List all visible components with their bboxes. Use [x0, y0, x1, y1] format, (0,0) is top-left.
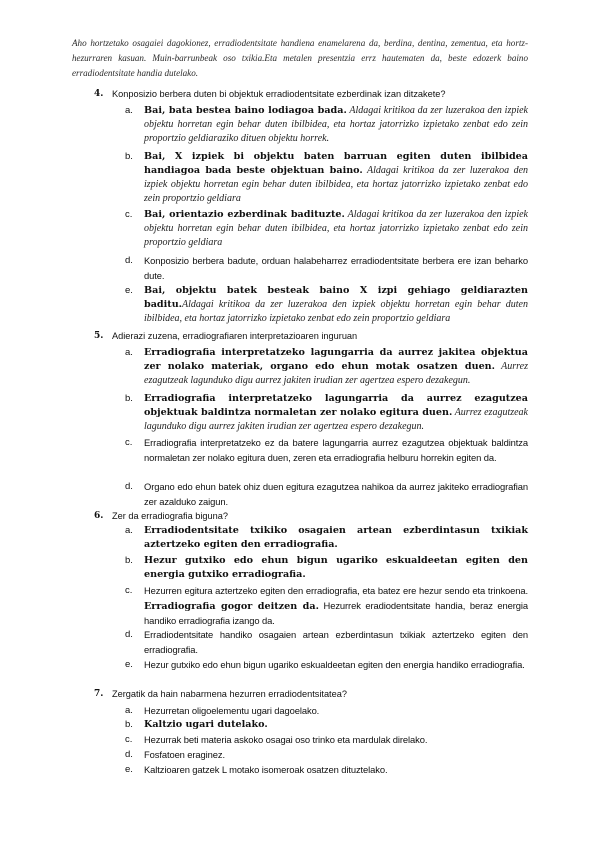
option-6a: [125, 524, 528, 552]
option-letter: c.: [125, 437, 133, 448]
question-text: Zergatik da hain nabarmena hezurren erradiodentsitatea?: [112, 689, 347, 699]
option-5a: [125, 346, 529, 388]
question-7: [94, 688, 534, 701]
option-4a: [125, 104, 528, 146]
question-text: Konposizio berbera duten bi objektuk erradiodentsitate ezberdinak izan ditzakete?: [112, 89, 446, 99]
option-letter: d.: [125, 255, 133, 266]
option-bold-text: Erradiografia interpretatzeko lagungarria da aurrez jakitea objektua zer nolako materiak, organo edo ehun motak osatzen duen.: [144, 347, 528, 372]
option-bold-text: Bai, bata bestea baino lodiagoa bada.: [144, 105, 347, 116]
question-number: 4.: [94, 89, 104, 99]
intro-paragraph: Aho hortzetako osagaiei dagokionez, erradiodentsitate handiena enamelarena da, berdina, dentina, zementua, eta hortz-hezurraren kasuan. Muin-barrunbeak oso txikia.Eta metalen presentzia errz hautematen da, beste edozerk baino erradiodentsitate handia dutelako.: [72, 38, 528, 78]
option-text: Erradiodentsitate handiko osagaien artean ezberdintasun txikiak aztertzeko egiten den erradiografia.: [144, 629, 528, 655]
option-bold-text: Hezur gutxiko edo ehun bigun ugariko eskualdeetan egiten den energia gutxiko erradiografia.: [144, 555, 528, 580]
option-explanation: Aurrez ezagutzeak lagunduko digu aurrez jakiten irudian zer agertzea espero dezakegun.: [144, 361, 529, 386]
option-6e: [125, 658, 528, 673]
option-letter: b.: [125, 719, 133, 730]
option-4b: [125, 150, 529, 206]
option-letter: b.: [125, 555, 133, 566]
option-7d: [125, 748, 528, 763]
option-explanation: Aurrez ezagutzeak lagunduko digu aurrez jakiten irudian zer agertzea espero dezakegun.: [144, 407, 528, 432]
option-explanation: Aldagai kritikoa da zer luzerakoa den izpiek objektu horretan egin behar duten ibilbidea, eta hortaz jatorrizko izpietako zenbat edo zein proportzio geldiaraziko dituen objektu horrek.: [144, 105, 528, 144]
option-text: Hezurrek eradiodentsitate handia, beraz energia handiko erradiografia izango da.: [144, 600, 529, 626]
question-text: Zer da erradiografia biguna?: [112, 511, 228, 521]
option-5d: [125, 480, 528, 510]
option-bold-text: Kaltzio ugari dutelako.: [144, 719, 268, 730]
option-bold-text: Bai, objektu batek besteak baino X izpi gehiago geldiarazten baditu.: [144, 285, 528, 310]
option-text: Fosfatoen eraginez.: [144, 749, 225, 760]
option-6c: [125, 584, 529, 629]
option-explanation: Aldagai kritikoa da zer luzerakoa den izpiek objektu horretan egin behar duten ibilbidea, eta hortaz jatorrizko izpietako zenbat edo zein proportzio geldiara: [144, 299, 528, 324]
option-4c: [125, 208, 528, 250]
option-bold-text: Erradiografia gogor deitzen da.: [144, 601, 319, 612]
option-4d: [125, 254, 528, 284]
option-letter: a.: [125, 347, 133, 358]
option-6b: [125, 554, 528, 582]
option-letter: d.: [125, 481, 133, 492]
question-number: 6.: [94, 511, 104, 521]
option-explanation: Aldagai kritikoa da zer luzerakoa den izpiek objektu horretan egin behar duten ibilbidea, eta hortaz jatorrizko izpietako zenbat edo zein proportzio geldiara: [144, 165, 529, 204]
option-letter: e.: [125, 659, 133, 670]
option-bold-text: Erradiodentsitate txikiko osagaien artean ezberdintasun txikiak aztertzeko egiten den erradiografia.: [144, 525, 528, 550]
option-6d: [125, 628, 528, 658]
option-letter: b.: [125, 151, 133, 162]
option-5b: [125, 392, 528, 434]
question-6: [94, 510, 534, 523]
option-letter: a.: [125, 705, 133, 716]
option-5c: [125, 436, 528, 466]
option-bold-text: Erradiografia interpretatzeko lagungarria da aurrez ezagutzea objektuak baldintza normaletan zer nolako egitura duen.: [144, 393, 528, 418]
option-letter: e.: [125, 764, 133, 775]
option-7c: [125, 733, 528, 748]
option-bold-text: Bai, X izpiek bi objektu baten barruan egiten duten ibilbidea handiagoa bada beste objektuan baino.: [144, 151, 528, 176]
question-text: Adierazi zuzena, erradiografiaren interpretazioaren inguruan: [112, 331, 358, 341]
option-bold-text: Bai, orientazio ezberdinak badituzte.: [144, 209, 345, 220]
option-text: Hezurrak beti materia askoko osagai oso trinko eta mardulak direlako.: [144, 734, 428, 745]
option-text: Hezurretan oligoelementu ugari dagoelako.: [144, 705, 320, 716]
option-text: Konposizio berbera badute, orduan halabeharrez erradiodentsitate berbera ere izan beharko dute.: [144, 255, 528, 281]
option-7b: [125, 718, 528, 732]
option-7a: [125, 704, 528, 719]
option-text: Erradiografia interpretatzeko ez da batere lagungarria aurrez ezagutzea objektuak baldintza normaletan zer nolako egitura duen, zeren eta erradiografia helburu horrekin egiten da.: [144, 437, 528, 463]
option-letter: b.: [125, 393, 133, 404]
option-letter: e.: [125, 285, 133, 296]
option-text: Hezurren egitura aztertzeko egiten den erradiografia, eta batez ere hezur sendo eta trinkoena.: [144, 585, 528, 596]
question-4: [94, 88, 534, 101]
option-text: Kaltzioaren gatzek L motako isomeroak osatzen dituztelako.: [144, 764, 388, 775]
option-letter: a.: [125, 105, 133, 116]
option-text: Hezur gutxiko edo ehun bigun ugariko eskualdeetan egiten den energia handiko erradiografia.: [144, 659, 525, 670]
question-5: [94, 330, 534, 343]
question-number: 7.: [94, 689, 104, 699]
option-letter: d.: [125, 629, 133, 640]
question-number: 5.: [94, 331, 104, 341]
option-letter: c.: [125, 585, 133, 596]
option-letter: c.: [125, 734, 133, 745]
option-7e: [125, 763, 528, 778]
option-text: Organo edo ehun batek ohiz duen egitura ezagutzea nahikoa da aurrez jakiteko erradiografian zer azalduko zaigun.: [144, 481, 528, 507]
option-letter: a.: [125, 525, 133, 536]
option-4e: [125, 284, 528, 326]
option-letter: c.: [125, 209, 133, 220]
option-explanation: Aldagai kritikoa da zer luzerakoa den izpiek objektu horretan egin behar duten ibilbidea, eta hortaz jatorrizko izpietako zenbat edo zein proportzio geldiara: [144, 209, 528, 248]
option-letter: d.: [125, 749, 133, 760]
